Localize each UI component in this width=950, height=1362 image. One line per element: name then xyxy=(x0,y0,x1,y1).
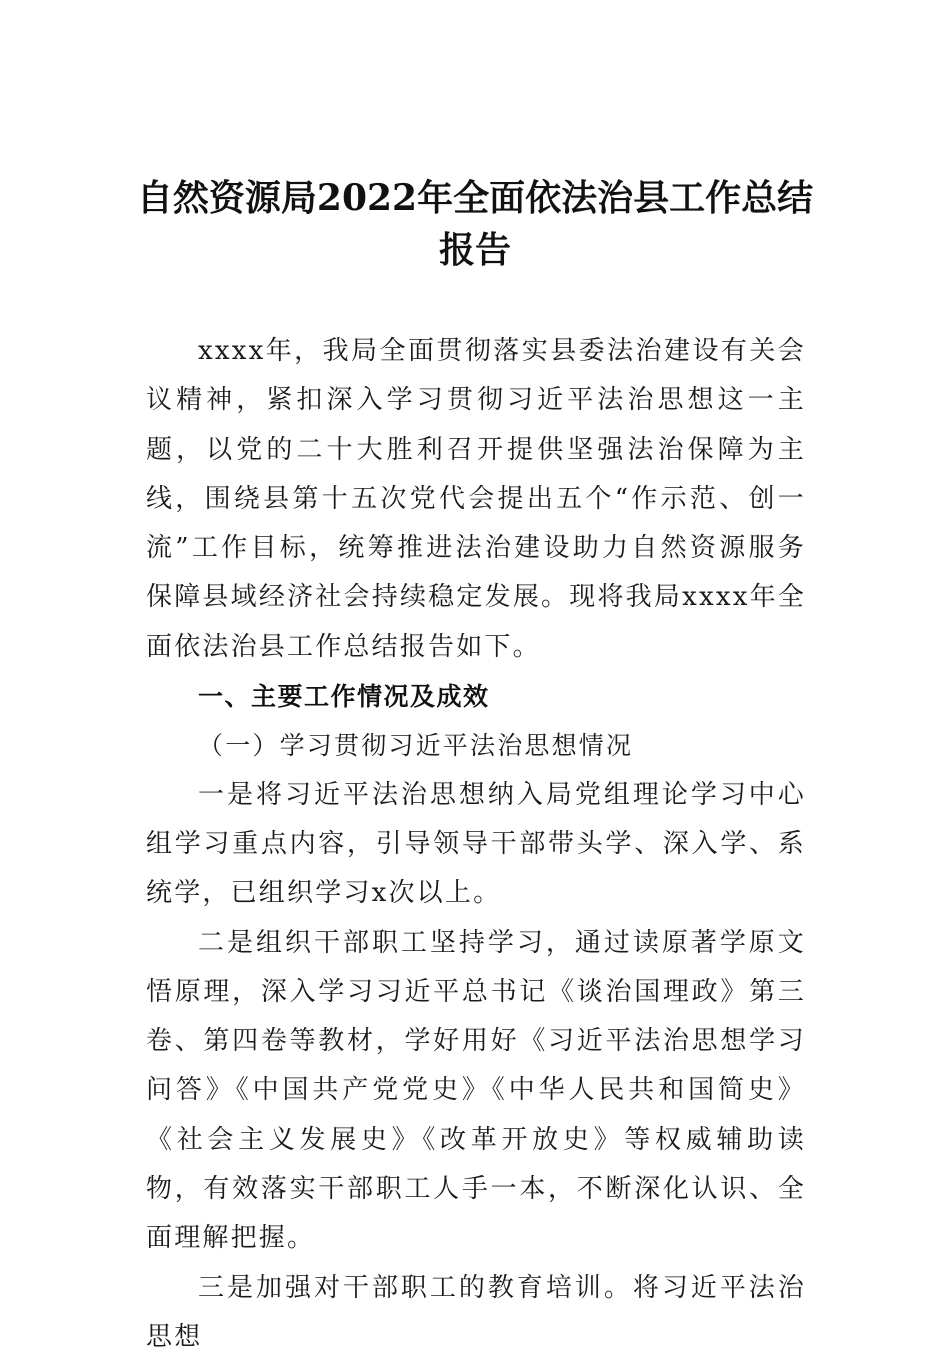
paragraph-point-2: 二是组织干部职工坚持学习，通过读原著学原文悟原理，深入学习习近平总书记《谈治国理政》第三卷、第四卷等教材，学好用好《习近平法治思想学习问答》《中国共产党党史》《中华人民共和国简史》《社会主义发展史》《改革开放史》等权威辅助读物，有效落实干部职工人手一本，不断深化认识、全面理解把握。 xyxy=(146,927,806,1254)
section-heading-1: 一、主要工作情况及成效 xyxy=(198,682,490,712)
document-title: 自然资源局2022年全面依法治县工作总结报告 xyxy=(136,177,814,271)
document-body xyxy=(146,327,806,1362)
paragraph-point-3: 三是加强对干部职工的教育培训。将习近平法治思想 xyxy=(146,1272,806,1352)
intro-paragraph: xxxx年，我局全面贯彻落实县委法治建设有关会议精神，紧扣深入学习贯彻习近平法治思想这一主题，以党的二十大胜利召开提供坚强法治保障为主线，围绕县第十五次党代会提出五个“作示范、创一流”工作目标，统筹推进法治建设助力自然资源服务保障县域经济社会持续稳定发展。现将我局xxxx年全面依法治县工作总结报告如下。 xyxy=(146,336,806,662)
subsection-heading-1: （一）学习贯彻习近平法治思想情况 xyxy=(198,731,634,761)
paragraph-point-1: 一是将习近平法治思想纳入局党组理论学习中心组学习重点内容，引导领导干部带头学、深入学、系统学，已组织学习x次以上。 xyxy=(146,779,806,909)
